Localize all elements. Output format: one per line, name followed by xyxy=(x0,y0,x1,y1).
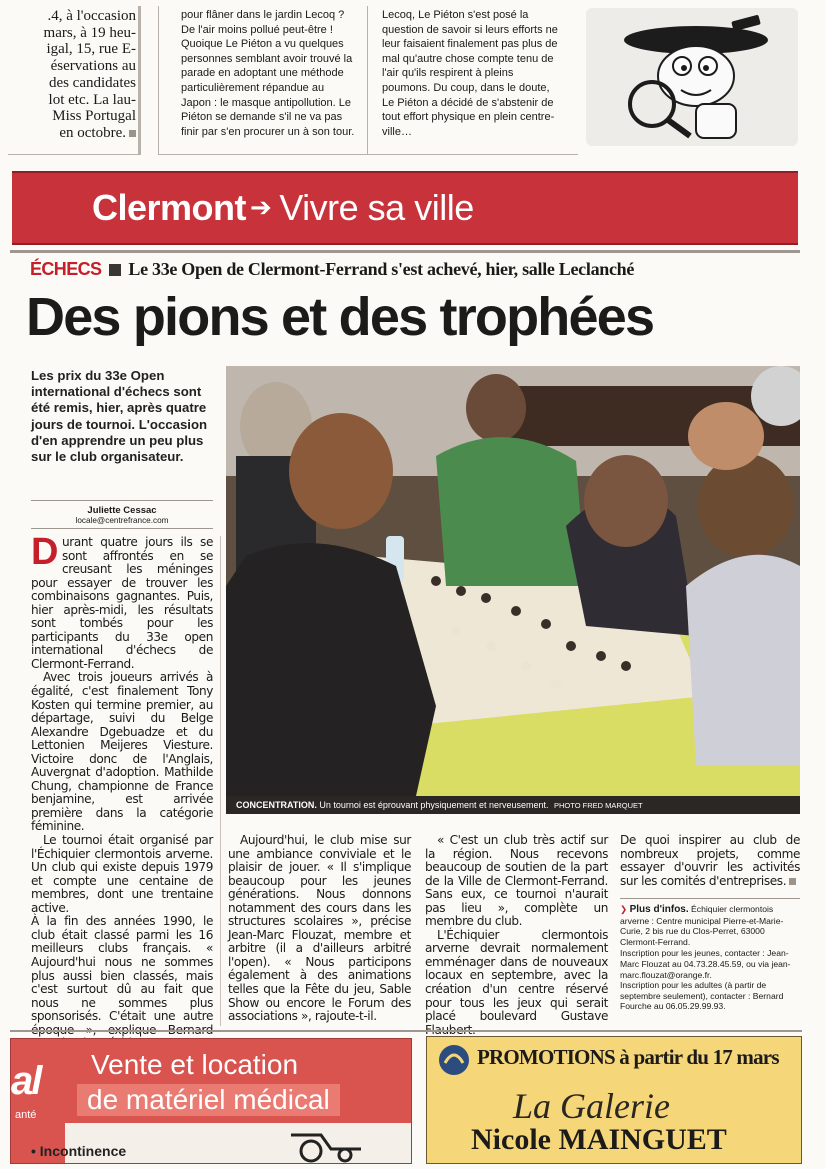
body-column-3 xyxy=(425,834,608,1037)
ad-promotions: PROMOTIONS à partir du 17 mars xyxy=(477,1045,779,1069)
body-paragraph: L'Échiquier clermontois arverne devrait normalement emménager dans de nouveaux locaux en septembre, avec la création d'un centre réservé pour tous les jeux qui serait placé boulevard Gustave xyxy=(425,927,608,1024)
infos-box xyxy=(620,898,800,1012)
byline-rule xyxy=(31,500,213,501)
body-paragraph: Avec trois joueurs arrivés à égalité, c'est finalement Tony Kosten qui termine premier, au départage, suivi du Belge Alexandre Dgebuadze et du Lettonien Meijeres Viesture. Victoire donc de l'Anglais, Auvergnat d'adoption. Mathilde Chung, championne de France benjamine, est arrivée première dans la catégorie féminine. xyxy=(31,670,213,834)
top-strip-line: lot etc. La lau- xyxy=(48,91,136,108)
top-strip-line: l'air qu'ils respirent à pleins xyxy=(382,67,514,80)
body-paragraph: « C'est un club très actif sur la région. Nous recevons beaucoup de soutien de la part de la Ville de Clermont-Ferrand. Sans eux, ce tournoi n'aurait pas lieu », complète un membre du club. xyxy=(425,833,608,929)
body-paragraph: urant quatre jours ils se sont affrontés en se creusant les méninges pour essayer de trouver les combinaisons gagnantes. Puis, hier après-midi, les résultats sont tombés pour les participants du 33e open international d'échecs de Clermont-Ferrand. xyxy=(31,535,213,671)
pieton-mascot-image xyxy=(586,8,798,146)
ad-medical-equipment xyxy=(10,1038,412,1164)
body-column-2 xyxy=(228,834,411,1024)
ad-owner-name: Nicole MAINGUET xyxy=(471,1123,727,1156)
headline: Des pions et des trophées xyxy=(26,287,654,347)
top-strip-line: Miss Portugal xyxy=(52,108,136,125)
section-name: Vivre sa ville xyxy=(279,187,474,228)
wheelchair-icon xyxy=(281,1129,371,1163)
end-mark-icon xyxy=(789,878,796,885)
kicker-square-icon xyxy=(109,264,121,276)
infos-line: Inscription pour les adultes (à partir de septembre seulement), contacter : Bernard Fourche au 06.05.29.99.93. xyxy=(620,980,784,1012)
galerie-emblem-icon xyxy=(437,1043,471,1077)
top-strip-line: Japon : le masque antipollution. Le xyxy=(181,96,352,109)
chess-tournament-photo xyxy=(226,366,800,796)
top-strip-line: Quoique Le Piéton a vu quelques xyxy=(181,38,344,51)
top-strip-line: parade en adoptant une méthode xyxy=(181,67,344,80)
body-column-1 xyxy=(31,531,213,1051)
top-strip-line: finir par s'en procurer un à son tour. xyxy=(181,125,355,138)
byline-author: Juliette Cessac xyxy=(87,505,157,516)
top-strip-line: .4, à l'occasion xyxy=(47,8,136,24)
top-strip-line: Le Piéton a décidé de s'abstenir de xyxy=(382,96,554,109)
top-strip-line: igal, 15, rue E- xyxy=(46,41,136,58)
arrow-right-icon: ➔ xyxy=(250,192,272,222)
top-strip-line: éservations au xyxy=(50,58,136,75)
top-strip-line: tout effort physique en plein centre- xyxy=(382,111,555,124)
body-paragraph: De quoi inspirer au club de nombreux projets, comme essayer d'ouvrir les activités sur les comités d'entreprises. xyxy=(620,833,800,888)
top-strip-line: De l'air moins pollué peut-être ! xyxy=(181,23,333,36)
infos-line: Inscription pour les jeunes, contacter : Jean-Marc Flouzat au 04.73.28.45.59, ou via jean-marc.flouzat@orange.fr. xyxy=(620,948,791,980)
body-paragraph: Aujourd'hui, le club mise sur une ambiance conviviale et le plaisir de jouer. « Il s'implique beaucoup pour les jeunes générations. Nous donnons notamment des cours dans les structures scolaires », précise Jean-Marc Flouzat, membre et arbitre (il a d'ailleurs arbitré l'open). « Nous participons également à des animations telles que la Fête du jeu, Sable Show ou encore le Forum des associations », rajoute-t-il. xyxy=(228,833,411,1024)
top-strip-line: question de savoir si leurs efforts ne xyxy=(382,23,558,36)
dropcap: D xyxy=(31,531,59,573)
ad-logo-sub: anté xyxy=(15,1109,37,1121)
divider-rule xyxy=(10,1030,802,1032)
top-strip-right-column xyxy=(368,6,578,155)
ad-line-2: de matériel médical xyxy=(77,1084,340,1116)
top-strip-line: personnes semblant avoir trouvé la xyxy=(181,52,353,65)
top-strip-line: poumons. Du coup, dans le doute, xyxy=(382,81,550,94)
byline-rule-bottom xyxy=(31,528,213,529)
caption-label: CONCENTRATION. xyxy=(236,800,317,810)
photo-credit: PHOTO FRED MARQUET xyxy=(554,801,643,810)
ad-galerie xyxy=(426,1036,802,1164)
ad-galerie-name: La Galerie xyxy=(513,1086,670,1126)
photo-caption xyxy=(226,796,800,814)
body-column-4 xyxy=(620,834,800,888)
top-strip-left-column xyxy=(8,6,141,155)
section-banner xyxy=(12,171,798,245)
top-strip-line: des candidates xyxy=(48,74,136,91)
ad-line-1: Vente et location xyxy=(91,1049,299,1080)
top-strip-line: Piéton se demande s'il ne va pas xyxy=(181,111,343,124)
caption-text: Un tournoi est éprouvant physiquement et nerveusement. xyxy=(319,800,549,810)
section-city: Clermont xyxy=(92,187,247,228)
top-strip-line: mal qu'autre chose compte tenu de xyxy=(382,52,554,65)
divider-rule xyxy=(10,250,800,253)
kicker-text: Le 33e Open de Clermont-Ferrand s'est achevé, hier, salle Leclanché xyxy=(128,259,635,279)
kicker-category: ÉCHECS xyxy=(30,259,102,279)
kicker-line xyxy=(30,258,634,280)
infos-label: Plus d'infos. xyxy=(629,904,689,915)
top-strip-line: pour flâner dans le jardin Lecoq ? xyxy=(181,9,345,21)
top-strip-line: Lecoq, Le Piéton s'est posé la xyxy=(382,9,529,21)
top-strip-line: leur faisaient finalement pas plus de xyxy=(382,38,558,51)
byline-email: locale@centrefrance.com xyxy=(75,516,169,525)
top-strip-line: particulièrement répandue au xyxy=(181,81,325,94)
ad-logo-fragment: al xyxy=(11,1059,41,1103)
ad-bottom-text: • Incontinence xyxy=(31,1143,127,1159)
body-paragraph: Le tournoi était organisé par l'Échiquier clermontois arverne. Un club qui existe depuis 1979 et compte une centaine de membres, dont une trentaine active. xyxy=(31,833,213,915)
top-strip-line: en octobre. xyxy=(8,125,136,142)
body-paragraph: À la fin des années 1990, le club était classé parmi les 16 meilleurs clubs français. « Aujourd'hui nous ne sommes plus aussi bien classés, mais c'est surtout dû au fait que nous ne sommes plus sponsorisés. C'était une autre xyxy=(31,914,213,1024)
lead-paragraph: Les prix du 33e Open international d'échecs sont été remis, hier, après quatre jours de tournoi. L'occasion d'en apprendre un peu plus sur le club organisateur. xyxy=(31,368,208,465)
top-strip-line: ville… xyxy=(382,125,412,138)
column-rule xyxy=(220,536,221,1026)
end-mark-icon xyxy=(129,130,136,137)
top-strip-line: mars, à 19 heu- xyxy=(43,24,136,41)
infos-arrow-icon: ❯ xyxy=(620,904,628,914)
infos-text: Échiquier clermontois arverne : Centre municipal Pierre-et-Marie-Curie, 2 bis rue du Clos-Perret, 63000 Clermont-Ferrand. xyxy=(620,904,784,947)
top-strip-middle-column xyxy=(158,6,368,155)
